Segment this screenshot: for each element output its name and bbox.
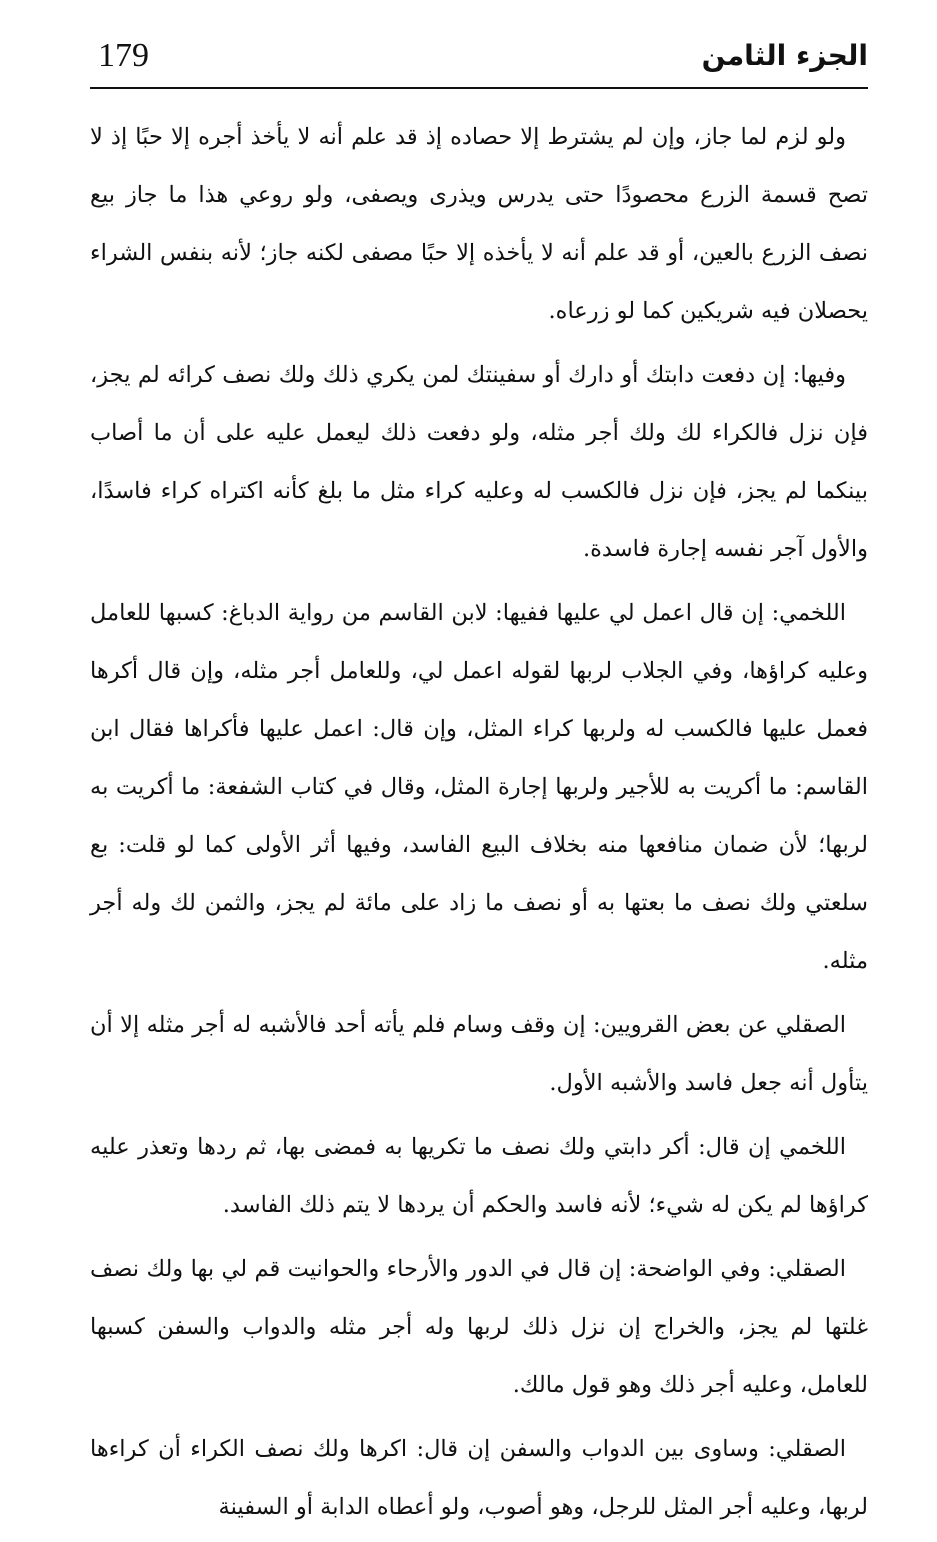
- running-header: [90, 32, 868, 88]
- paragraph: اللخمي إن قال: أكر دابتي ولك نصف ما تكريها به فمضى بها، ثم ردها وتعذر عليه كراؤها لم يكن له شيء؛ لأنه فاسد والحكم أن يردها لا يتم ذلك الفاسد.: [90, 1134, 868, 1218]
- paragraph: ولو لزم لما جاز، وإن لم يشترط إلا حصاده إذ قد علم أنه لا يأخذ أجره إلا حبًا إذ لا تصح قسمة الزرع محصودًا حتى يدرس ويذرى ويصفى، ولو روعي هذا ما جاز بيع نصف الزرع بالعين، أو قد علم أنه لا يأخذه إلا حبًا مصفى لكنه جاز؛ لأنه بنفس الشراء يحصلان فيه شريكين كما لو زرعاه.: [90, 124, 868, 324]
- paragraph: اللخمي: إن قال اعمل لي عليها ففيها: لابن القاسم من رواية الدباغ: كسبها للعامل وعليه كراؤها، وفي الجلاب لربها لقوله اعمل لي، وللعامل أجر مثله، وإن قال أكرها فعمل عليها فالكسب له ولربها كراء المثل، وإن قال: اعمل عليها فأكراها فقال ابن القاسم: ما أكريت به للأجير ولربها إجارة المثل، وقال في كتاب الشفعة: ما أكريت به لربها؛ لأن ضمان منافعها منه بخلاف البيع الفاسد، وفيها أثر الأولى كما لو قلت: بع سلعتي ولك نصف ما بعتها به أو نصف ما زاد على مائة لم يجز، والثمن لك وله أجر مثله.: [90, 600, 868, 974]
- header-divider: [90, 87, 868, 89]
- volume-title: الجزء الثامن: [701, 39, 868, 72]
- body-text: [90, 108, 868, 1542]
- paragraph: وفيها: إن دفعت دابتك أو دارك أو سفينتك لمن يكري ذلك ولك نصف كرائه لم يجز، فإن نزل فالكراء لك ولك أجر مثله، ولو دفعت ذلك ليعمل عليه على أن ما أصاب بينكما لم يجز، فإن نزل فالكسب له وعليه كراء مثل ما بلغ كأنه اكتراه كراء فاسدًا، والأول آجر نفسه إجارة فاسدة.: [90, 362, 868, 562]
- paragraph: الصقلي عن بعض القرويين: إن وقف وسام فلم يأته أحد فالأشبه له أجر مثله إلا أن يتأول أنه جعل فاسد والأشبه الأول.: [90, 1012, 868, 1096]
- paragraph: الصقلي: وفي الواضحة: إن قال في الدور والأرحاء والحوانيت قم لي بها ولك نصف غلتها لم يجز، والخراج إن نزل ذلك لربها وله أجر مثله والدواب والسفن كسبها للعامل، وعليه أجر ذلك وهو قول مالك.: [90, 1256, 868, 1398]
- page-number: 179: [98, 37, 149, 74]
- paragraph: الصقلي: وساوى بين الدواب والسفن إن قال: اكرها ولك نصف الكراء أن كراءها لربها، وعليه أجر المثل للرجل، وهو أصوب، ولو أعطاه الدابة أو السفينة: [90, 1436, 868, 1520]
